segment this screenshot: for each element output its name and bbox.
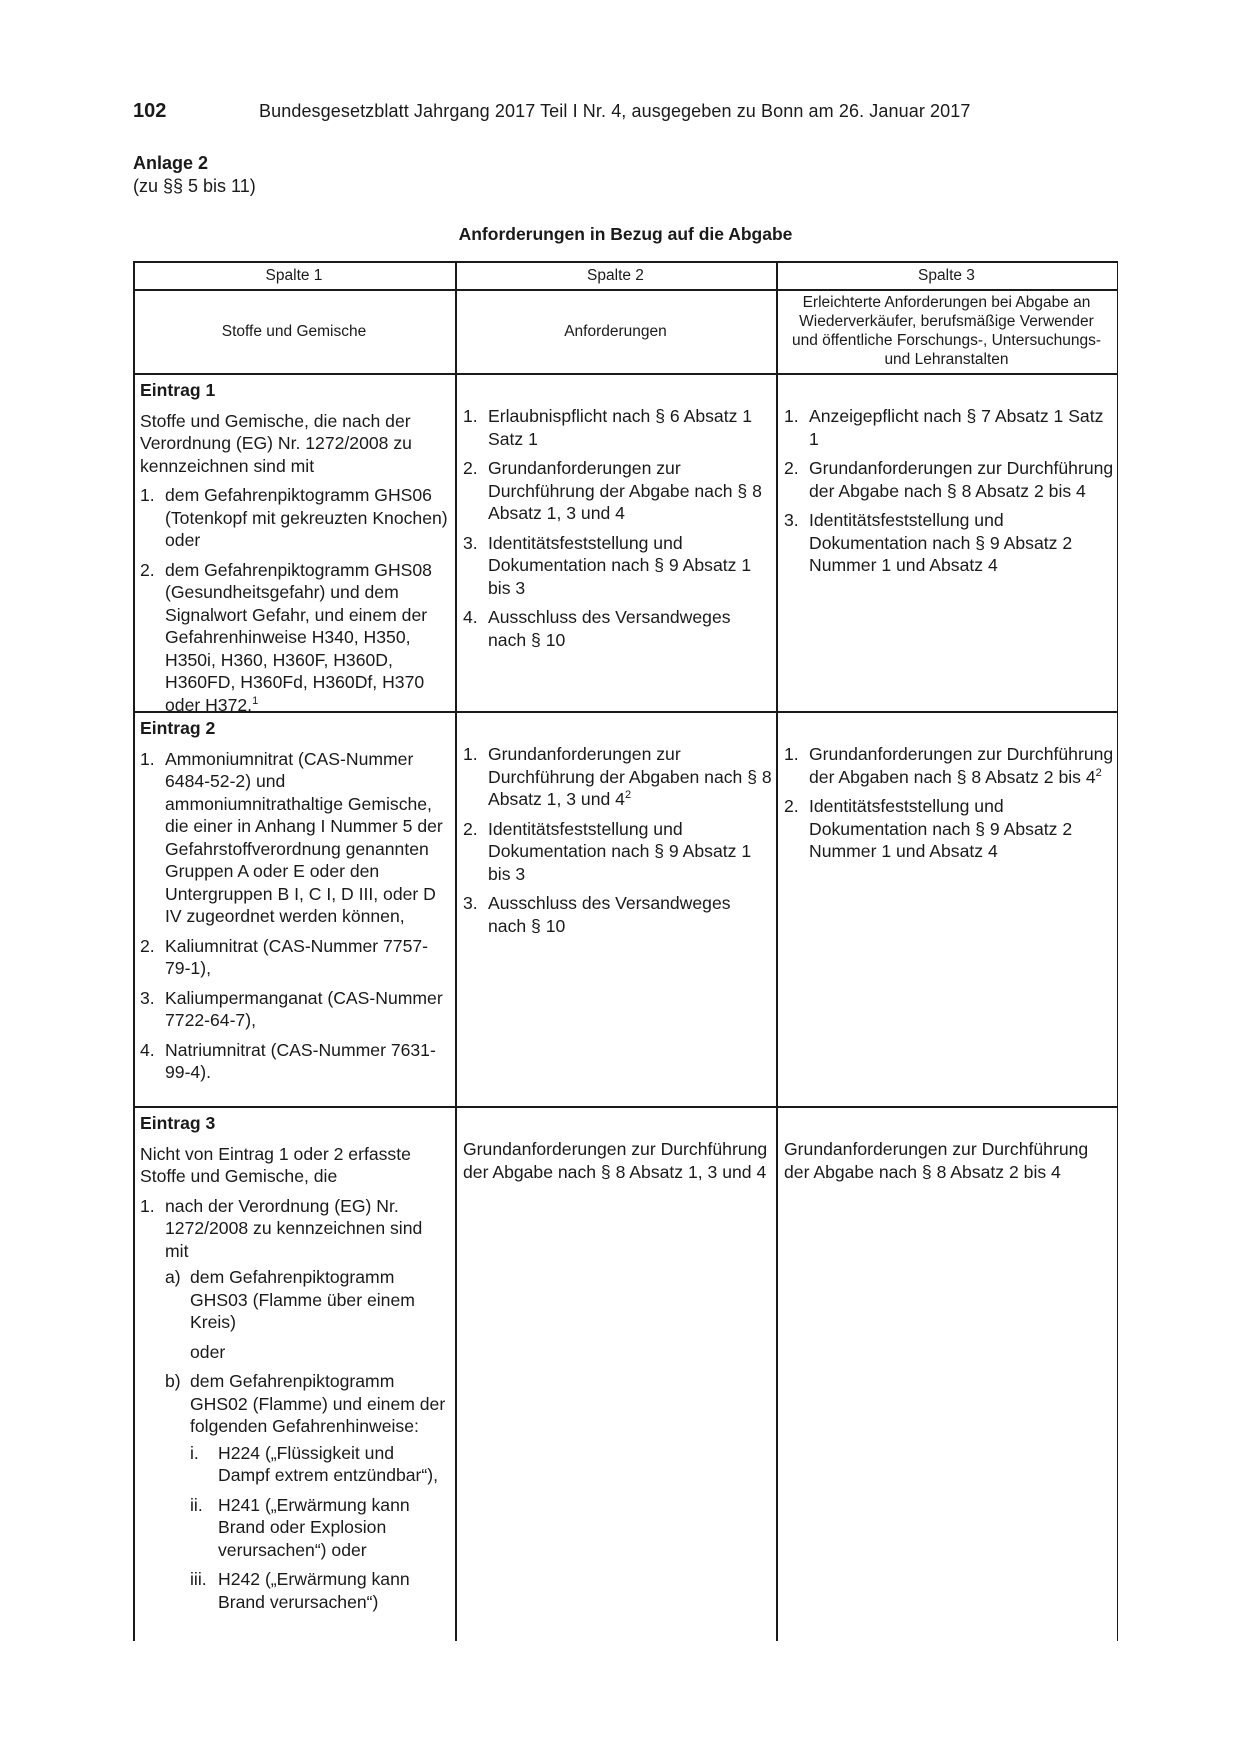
annex-title: Anlage 2: [133, 153, 209, 173]
entry-1-column-3: [784, 405, 1114, 584]
entry-title: Eintrag 2: [140, 718, 216, 738]
entry-title: Eintrag 3: [140, 1113, 216, 1133]
footnote-marker: 1: [252, 694, 259, 707]
entry-3-column-2: Grundanforderungen zur Durchführung der Abgabe nach § 8 Absatz 1, 3 und 4: [463, 1139, 768, 1182]
list-item: 2. dem Gefahrenpiktogramm GHS08 (Gesundheitsgefahr) und dem Signalwort Gefahr, und einem der Gefahrenhinweise H340, H350, H350i, H360, H360F, H360D, H360FD, H360Fd, H360Df, H370 oder H372.$^1$: [140, 559, 432, 715]
table-title: Anforderungen in Bezug auf die Abgabe: [458, 224, 793, 244]
table-border-right: [1117, 261, 1119, 1641]
list-item: 3. Identitätsfeststellung und Dokumentation nach § 9 Absatz 1 bis 3: [463, 532, 752, 598]
entry-1-column-2: [463, 405, 773, 658]
entry-2-column-1: [140, 717, 450, 1091]
sub-list-item: b) dem Gefahrenpiktogramm GHS02 (Flamme) und einem der folgenden Gefahrenhinweise: i. H224 („Flüssigkeit und Dampf extrem entzündbar“), ii. H241 („Erwärmung kann Brand oder Explosion verursachen“) oder iii. H242 („Erwärmung kann Brand verursachen“): [165, 1370, 450, 1613]
list-item: 1. Erlaubnispflicht nach § 6 Absatz 1 Satz 1: [463, 406, 753, 449]
column-divider-2: [776, 261, 778, 1641]
column-header-2: Spalte 2: [587, 266, 644, 284]
list-item: 1. Ammoniumnitrat (CAS-Nummer 6484-52-2) und ammoniumnitrathaltige Gemische, die einer in Anhang I Nummer 5 der Gefahrstoffverordnung genannten Gruppen A oder E oder den Untergruppen B I, C I, D III, oder D IV zugeordnet werden können,: [140, 748, 443, 926]
entry-divider-2: [133, 1106, 1118, 1108]
page-header: [133, 100, 1118, 130]
table-border-left: [133, 261, 135, 1641]
list-item: 1. Grundanforderungen zur Durchführung der Abgaben nach § 8 Absatz 1, 3 und $4^2$: [463, 744, 772, 809]
list-item: 4. Ausschluss des Versandweges nach § 10: [463, 607, 731, 650]
list-item: 3. Identitätsfeststellung und Dokumentation nach § 9 Absatz 2 Nummer 1 und Absatz 4: [784, 510, 1073, 575]
list-item: 1. dem Gefahrenpiktogramm GHS06 (Totenkopf mit gekreuzten Knochen) oder: [140, 485, 448, 550]
entry-1-column-1: [140, 379, 450, 723]
requirements-table: [133, 261, 1118, 1641]
sub-sub-list-item: ii. H241 („Erwärmung kann Brand oder Explosion verursachen“) oder: [190, 1494, 410, 1560]
column-description-1: Stoffe und Gemische: [221, 322, 367, 340]
page-number: 102: [133, 100, 167, 122]
list-item: 2. Grundanforderungen zur Durchführung der Abgabe nach § 8 Absatz 2 bis 4: [784, 458, 1114, 501]
annex-subtitle: (zu §§ 5 bis 11): [133, 176, 256, 196]
column-header-1: Spalte 1: [265, 266, 323, 284]
column-divider-1: [455, 261, 457, 1641]
sub-sub-list-item: i. H224 („Flüssigkeit und Dampf extrem entzündbar“),: [190, 1442, 439, 1485]
entry-intro: Stoffe und Gemische, die nach der Verordnung (EG) Nr. 1272/2008 zu kennzeichnen sind mit: [140, 410, 412, 476]
entry-2-column-2: [463, 743, 773, 944]
list-item: 2. Grundanforderungen zur Durchführung der Abgabe nach § 8 Absatz 1, 3 und 4: [463, 458, 762, 523]
running-title: Bundesgesetzblatt Jahrgang 2017 Teil I Nr. 4, ausgegeben zu Bonn am 26. Januar 2017: [259, 101, 971, 121]
list-item: 1. Anzeigepflicht nach § 7 Absatz 1 Satz 1: [784, 406, 1104, 449]
sub-sub-list-item: iii. H242 („Erwärmung kann Brand verursachen“): [190, 1569, 410, 1612]
entry-2-column-3: [784, 743, 1114, 870]
column-description-3: Erleichterte Anforderungen bei Abgabe an Wiederverkäufer, berufsmäßige Verwender und öffentliche Forschungs-, Untersuchungs- und Lehranstalten: [791, 294, 1102, 368]
conjunction-text: oder: [190, 1341, 226, 1362]
list-item: 2. Identitätsfeststellung und Dokumentation nach § 9 Absatz 1 bis 3: [463, 818, 752, 884]
header-bottom: [133, 373, 1118, 375]
list-item: 3. Ausschluss des Versandweges nach § 10: [463, 893, 731, 936]
list-item: 4. Natriumnitrat (CAS-Nummer 7631-99-4).: [140, 1039, 436, 1082]
annex-heading: [133, 152, 256, 198]
list-item: 1. nach der Verordnung (EG) Nr. 1272/2008 zu kennzeichnen sind mit a) dem Gefahrenpiktogramm GHS03 (Flamme über einem Kreis) oder b) dem Gefahrenpiktogramm GHS02 (Flamme) und einem der folgenden Gefahrenhinweise: i. H224 („Flüssigkeit und Dampf extrem entzündbar“), ii. H241 („Erwärmung kann Brand oder Explosion verursachen“) oder iii. H242 („Erwärmung kann Brand verursachen“): [140, 1195, 450, 1614]
entry-title: Eintrag 1: [140, 380, 216, 400]
list-item: 2. Identitätsfeststellung und Dokumentation nach § 9 Absatz 2 Nummer 1 und Absatz 4: [784, 796, 1073, 861]
list-item: 3. Kaliumpermanganat (CAS-Nummer 7722-64-7),: [140, 987, 443, 1030]
column-header-3: Spalte 3: [918, 266, 975, 284]
footnote-marker: 2: [624, 789, 632, 802]
footnote-marker: 2: [1095, 766, 1102, 779]
sub-list-item: a) dem Gefahrenpiktogramm GHS03 (Flamme über einem Kreis): [165, 1267, 415, 1332]
entry-intro: Nicht von Eintrag 1 oder 2 erfasste Stoffe und Gemische, die: [140, 1143, 411, 1186]
list-item: 2. Kaliumnitrat (CAS-Nummer 7757-79-1),: [140, 935, 429, 978]
entry-3-column-1: [140, 1112, 450, 1620]
list-item: 1. Grundanforderungen zur Durchführung der Abgaben nach § 8 Absatz 2 bis $4^2$: [784, 744, 1114, 787]
column-description-2: Anforderungen: [564, 322, 667, 340]
entry-3-column-3: Grundanforderungen zur Durchführung der Abgabe nach § 8 Absatz 2 bis 4: [784, 1139, 1089, 1182]
